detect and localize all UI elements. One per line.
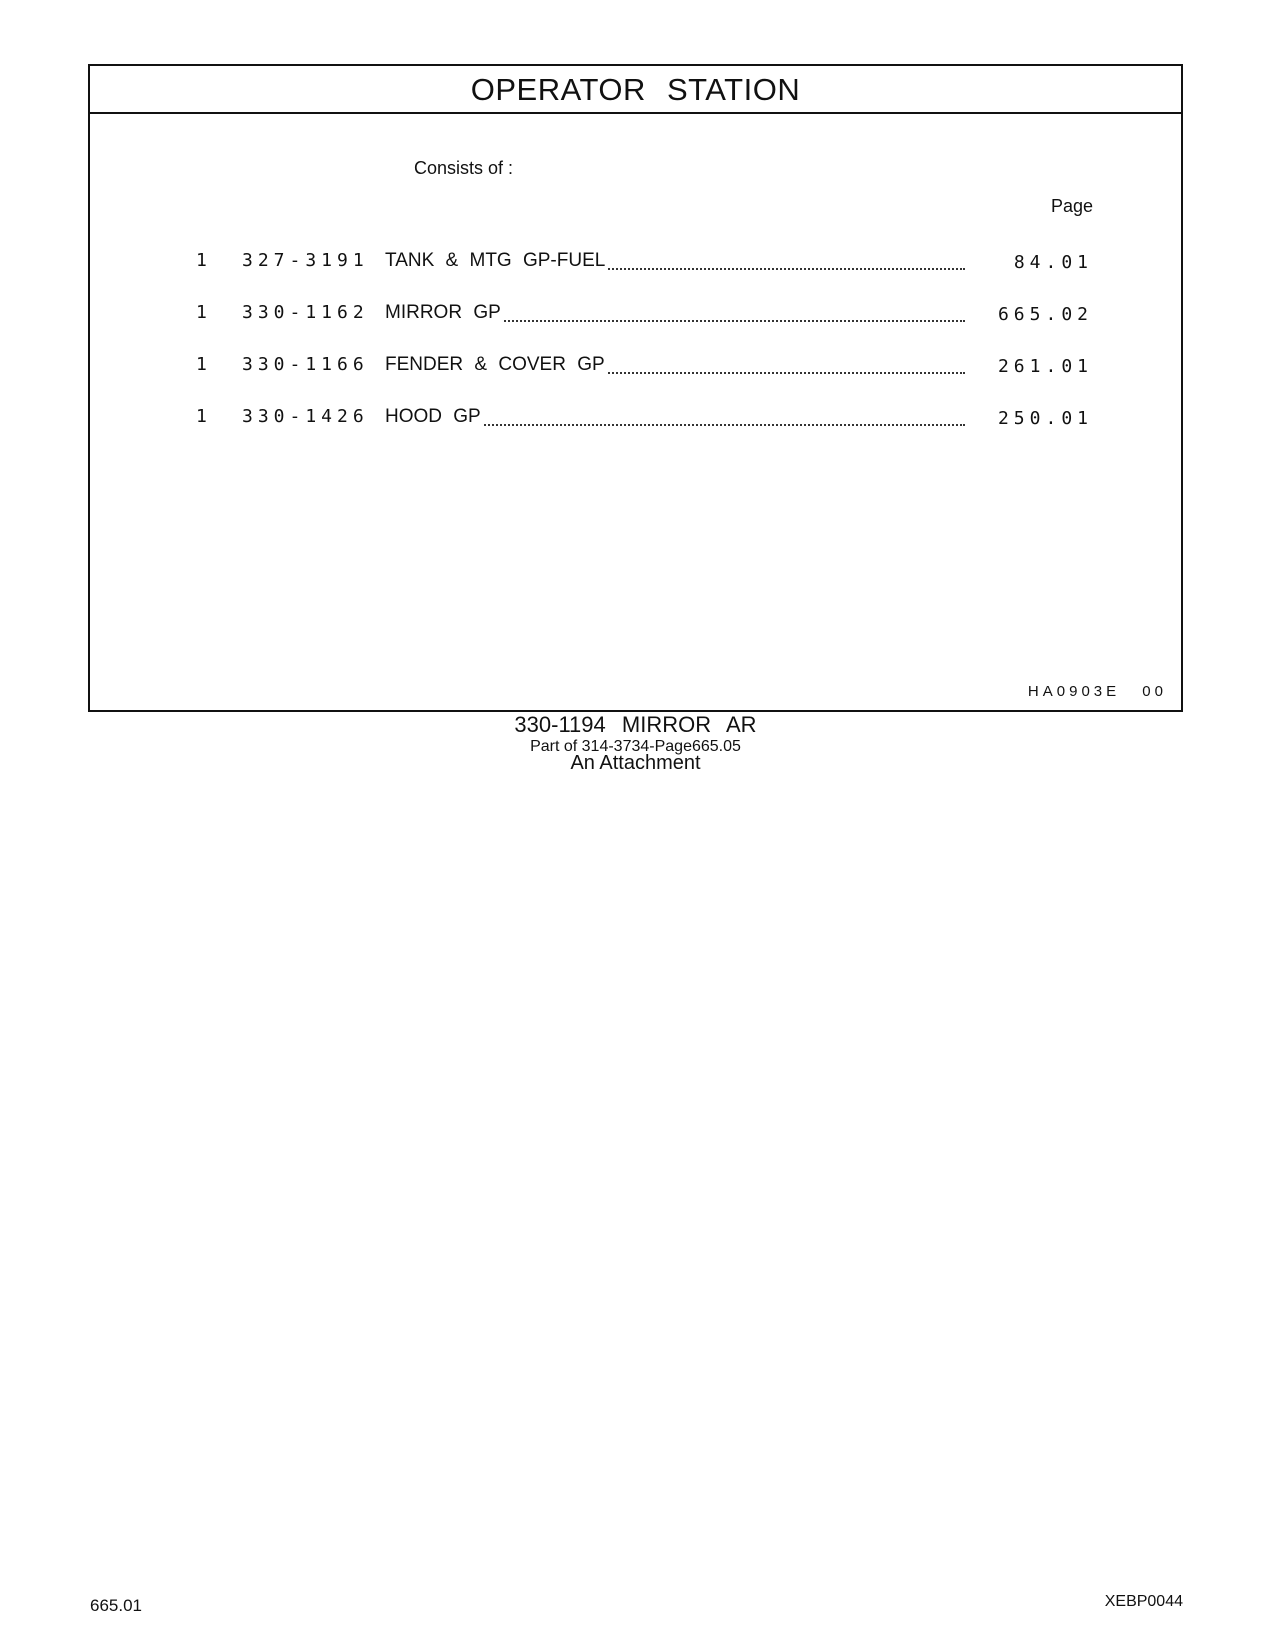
row-description-text: TANK & MTG GP-FUEL (385, 250, 606, 271)
row-quantity: 1 (196, 250, 207, 271)
caption-part-of: Part of 314-3734-Page665.05 (530, 738, 741, 755)
row-part-number: 327-3191 (242, 250, 369, 271)
row-description (385, 302, 965, 326)
row-part-number: 330-1426 (242, 406, 369, 427)
parts-list-frame (88, 64, 1183, 712)
row-quantity: 1 (196, 302, 207, 323)
row-page-link[interactable]: 261.01 (997, 356, 1093, 377)
footer-page-number: 665.01 (90, 1596, 142, 1615)
row-quantity: 1 (196, 406, 207, 427)
parts-row (90, 354, 1181, 384)
illustration-reference: HA0903E 00 (1027, 683, 1167, 700)
row-page-link[interactable]: 665.02 (997, 304, 1093, 325)
section-title: OPERATOR STATION (90, 66, 1181, 114)
row-description (385, 354, 965, 378)
row-description-text: HOOD GP (385, 406, 481, 427)
parts-row (90, 250, 1181, 280)
row-quantity: 1 (196, 354, 207, 375)
footer-doc-id: XEBP0044 (1104, 1593, 1183, 1610)
row-description-text: MIRROR GP (385, 302, 501, 323)
parts-row (90, 406, 1181, 436)
page-column-header: Page (1050, 196, 1093, 216)
row-description (385, 406, 965, 430)
consists-of-label: Consists of : (414, 158, 514, 178)
parts-row (90, 302, 1181, 332)
row-page-link[interactable]: 250.01 (997, 408, 1093, 429)
caption-attachment: An Attachment (570, 752, 701, 774)
row-page-link[interactable]: 84.01 (1013, 252, 1093, 273)
row-part-number: 330-1166 (242, 354, 369, 375)
row-part-number: 330-1162 (242, 302, 369, 323)
row-description-text: FENDER & COVER GP (385, 354, 605, 375)
row-description (385, 250, 965, 274)
caption-title: 330-1194 MIRROR AR (514, 712, 757, 737)
